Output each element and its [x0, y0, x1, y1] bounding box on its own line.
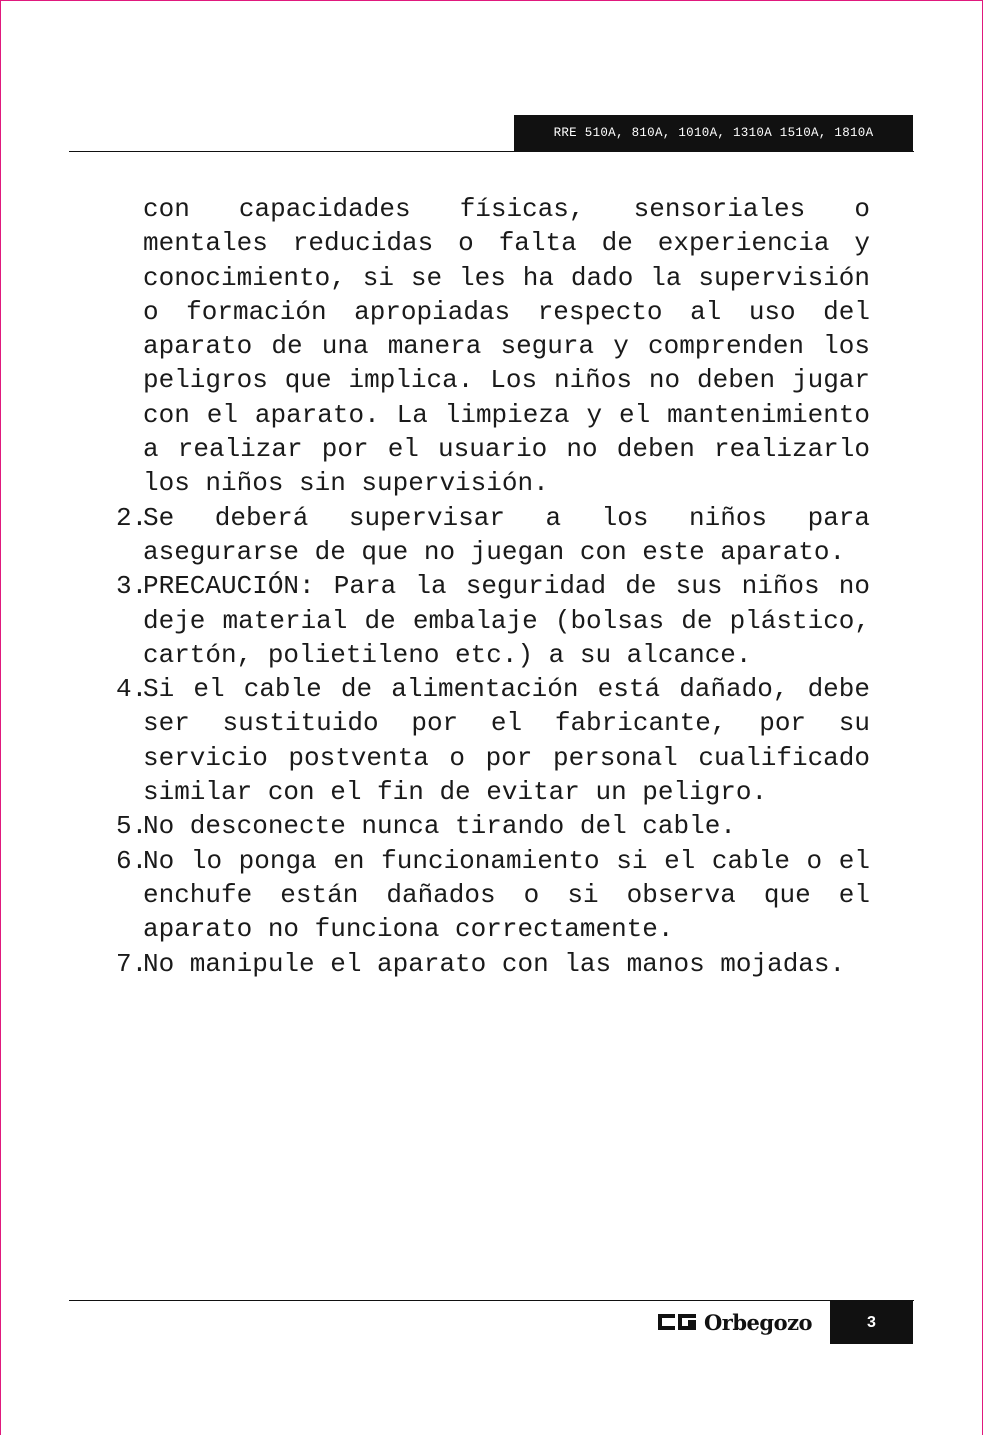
list-item — [116, 569, 870, 672]
list-item — [116, 947, 870, 981]
list-item — [116, 809, 870, 843]
orbegozo-logo-icon — [658, 1312, 696, 1332]
brand-name: Orbegozo — [704, 1309, 813, 1335]
header-rule — [69, 151, 914, 152]
item-text: No manipule el aparato con las manos mojadas. — [143, 948, 846, 979]
item-text: PRECAUCIÓN: Para la seguridad de sus niños no deje material de embalaje (bolsas de plástico, cartón, polietileno etc.) a su alcance. — [143, 571, 870, 670]
intro-paragraph: con capacidades físicas, sensoriales o mentales reducidas o falta de experiencia y conocimiento, si se les ha dado la supervisión o formación apropiadas respecto al uso del aparato de una manera segura y comprenden los peligros que implica. Los niños no deben jugar con el aparato. La limpieza y el mantenimiento a realizar por el usuario no deben realizarlo los niños sin supervisión. — [143, 194, 870, 499]
item-number: 6. — [116, 845, 148, 876]
item-text: Si el cable de alimentación está dañado, debe ser sustituido por el fabricante, por su servicio postventa o por personal cualificado similar con el fin de evitar un peligro. — [143, 674, 870, 808]
item-text: No lo ponga en funcionamiento si el cable o el enchufe están dañados o si observa que el aparato no funciona correctamente. — [143, 845, 870, 945]
model-badge: RRE 510A, 810A, 1010A, 1310A 1510A, 1810A — [514, 115, 913, 152]
list-item — [116, 844, 870, 947]
list-item — [116, 501, 870, 570]
page-number: 3 — [830, 1301, 913, 1344]
item-number: 5. — [116, 811, 148, 842]
footer-rule — [69, 1300, 914, 1301]
item-text: Se deberá supervisar a los niños para asegurarse de que no juegan con este aparato. — [143, 502, 870, 567]
item-number: 7. — [116, 948, 148, 979]
instructions-text — [116, 192, 870, 981]
brand-logo — [658, 1308, 812, 1336]
item-number: 4. — [116, 674, 148, 705]
item-number: 2. — [116, 502, 148, 533]
item-text: No desconecte nunca tirando del cable. — [143, 811, 736, 842]
list-item — [116, 672, 870, 809]
item-number: 3. — [116, 571, 148, 602]
